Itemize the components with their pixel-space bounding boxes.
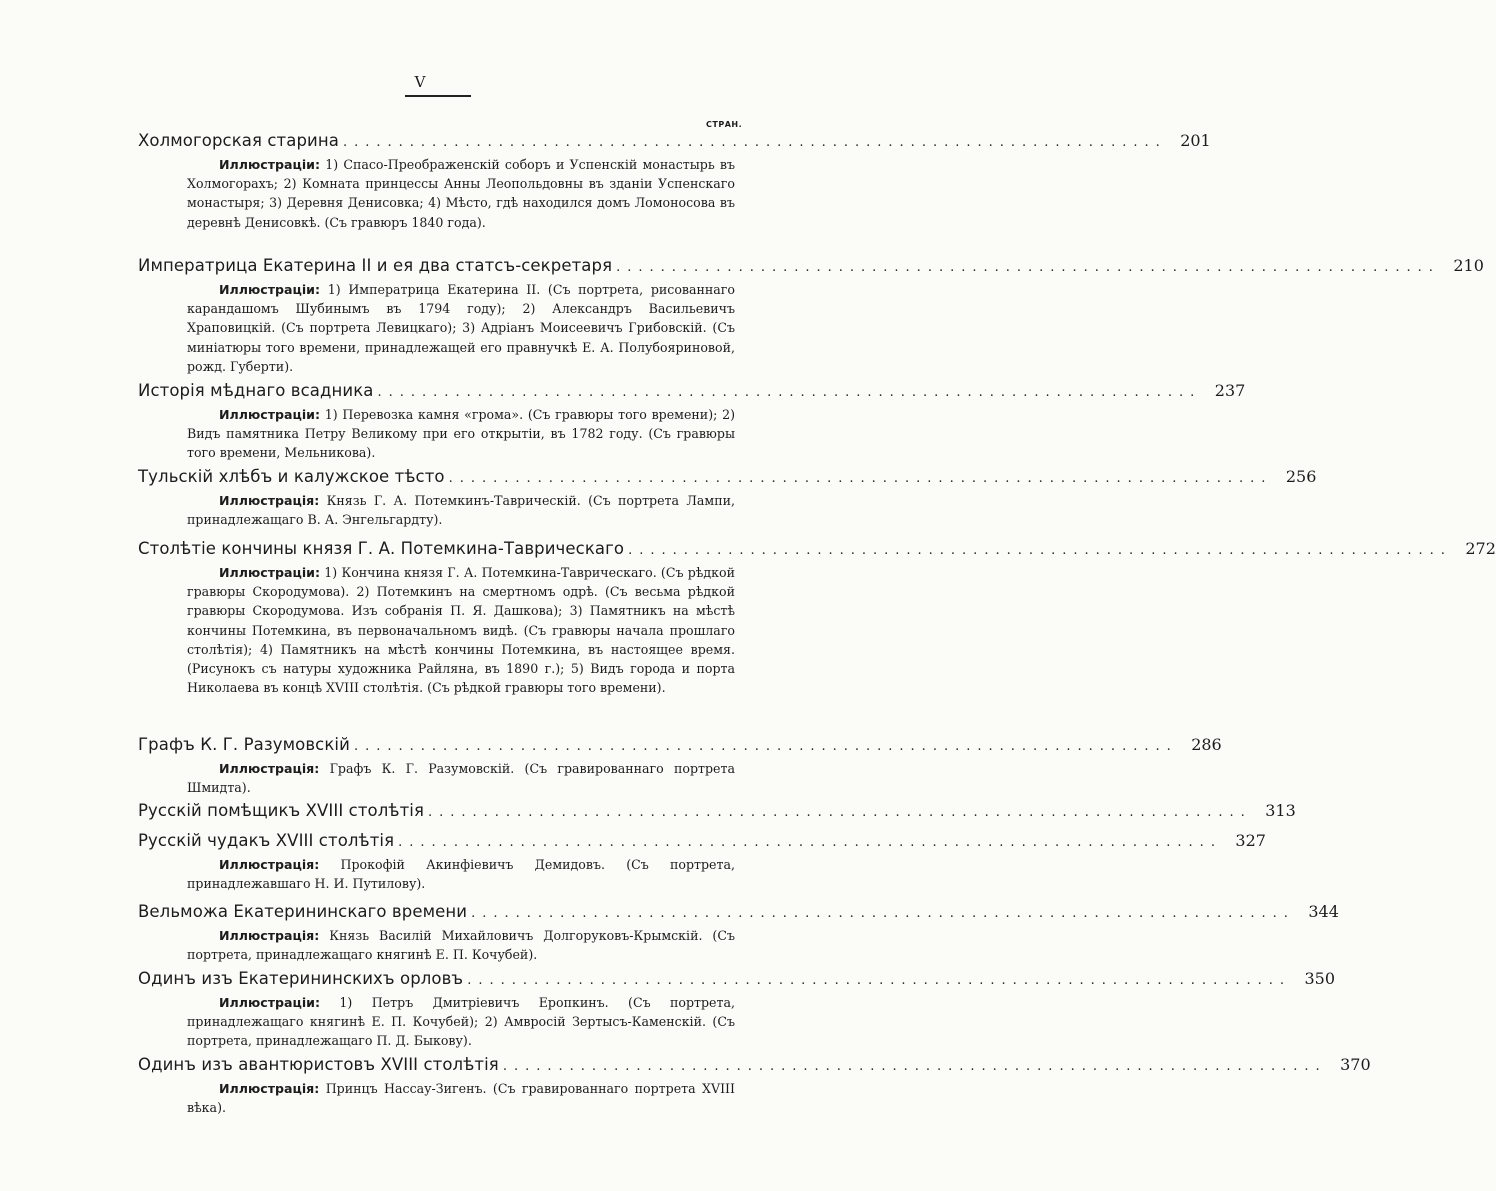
entry-description <box>187 926 735 964</box>
entry-title[interactable]: Императрица Екатерина II и ея два статсъ-секретаря <box>138 256 613 275</box>
entry-title[interactable]: Холмогорская старина <box>138 131 339 150</box>
illustrations-label: Иллюстраціи: <box>219 565 321 580</box>
entry-title[interactable]: Русскій помѣщикъ XVIII столѣтія <box>138 801 424 820</box>
illustrations-text: Князь Василій Михайловичъ Долгоруковъ-Крымскій. (Съ портрета, принадлежащаго княгинѣ Е. П. Кочубей). <box>187 928 735 963</box>
entry-description <box>187 280 735 376</box>
illustrations-label: Иллюстраціи: <box>219 995 321 1010</box>
illustrations-text: 1) Перевозка камня «грома». (Съ гравюры того времени); 2) Видъ памятника Петру Великому при его открытіи, въ 1782 году. (Съ гравюры того времени, Мельникова). <box>187 407 735 461</box>
entry-page[interactable]: 350 <box>1304 969 1335 988</box>
toc-entry[interactable] <box>138 902 1339 964</box>
dot-leader: .......................................................................... <box>502 1059 1327 1074</box>
toc-entry[interactable] <box>138 381 1246 463</box>
entry-title[interactable]: Одинъ изъ авантюристовъ XVIII столѣтія <box>138 1055 499 1074</box>
illustrations-text: 1) Императрица Екатерина II. (Съ портрета, рисованнаго карандашомъ Шубинымъ въ 1794 году); 2) Александръ Васильевичъ Храповицкій. (Съ портрета Левицкаго); 3) Адріанъ Моисеевичъ Грибовскій. (Съ миніатюры того времени, принадлежащей его правнучкѣ Е. А. Полубояриновой, рожд. Губерти). <box>187 282 735 374</box>
dot-leader: .......................................................................... <box>398 835 1222 850</box>
illustrations-text: Принцъ Нассау-Зигенъ. (Съ гравированнаго портрета XVIII вѣка). <box>187 1081 735 1116</box>
dot-leader: .......................................................................... <box>342 135 1167 150</box>
entry-page[interactable]: 201 <box>1180 131 1211 150</box>
illustrations-label: Иллюстрація: <box>219 928 320 943</box>
toc-entry[interactable] <box>138 735 1222 797</box>
illustrations-label: Иллюстраціи: <box>219 157 321 172</box>
entry-page[interactable]: 237 <box>1214 381 1246 400</box>
dot-leader: .......................................................................... <box>467 973 1291 988</box>
dot-leader: .......................................................................... <box>628 543 1452 558</box>
entry-page[interactable]: 256 <box>1285 467 1317 486</box>
entry-page[interactable]: 370 <box>1340 1055 1371 1074</box>
illustrations-label: Иллюстрація: <box>219 1081 320 1096</box>
entry-page[interactable]: 344 <box>1308 902 1339 921</box>
toc-entry[interactable] <box>138 467 1317 529</box>
dot-leader: .......................................................................... <box>616 260 1440 275</box>
entry-page[interactable]: 327 <box>1235 831 1266 850</box>
dot-leader: .......................................................................... <box>448 471 1273 486</box>
illustrations-label: Иллюстрація: <box>219 493 320 508</box>
entry-title[interactable]: Тульскій хлѣбъ и калужское тѣсто <box>138 467 445 486</box>
toc-entry[interactable] <box>138 131 1211 232</box>
toc-entry[interactable] <box>138 801 1296 824</box>
entry-description <box>187 1079 735 1117</box>
entry-description <box>187 855 735 893</box>
illustrations-text: Графъ К. Г. Разумовскій. (Съ гравированнаго портрета Шмидта). <box>187 761 735 796</box>
illustrations-text: Прокофій Акинфіевичъ Демидовъ. (Съ портрета, принадлежавшаго Н. И. Путилову). <box>187 857 735 892</box>
illustrations-text: 1) Кончина князя Г. А. Потемкина-Таврическаго. (Съ рѣдкой гравюры Скородумова). 2) Потемкинъ на смертномъ одрѣ. (Съ весьма рѣдкой гравюры Скородумова. Изъ собранія П. Я. Дашкова); 3) Памятникъ на мѣстѣ кончины Потемкина, въ первоначальномъ видѣ. (Съ гравюры начала прошлаго столѣтія); 4) Памятникъ на мѣстѣ кончины Потемкина, въ настоящее время. (Рисунокъ съ натуры художника Райляна, въ 1890 г.); 5) Видъ города и порта Николаева въ концѣ XVIII столѣтія. (Съ рѣдкой гравюры того времени). <box>187 565 735 696</box>
entry-title[interactable]: Столѣтіе кончины князя Г. А. Потемкина-Таврическаго <box>138 539 625 558</box>
dot-leader: .......................................................................... <box>428 805 1252 820</box>
page-number: V <box>414 73 426 91</box>
dot-leader: .......................................................................... <box>353 739 1178 754</box>
illustrations-text: 1) Петръ Дмитріевичъ Еропкинъ. (Съ портрета, принадлежащаго княгинѣ Е. П. Кочубей); 2) Амвросій Зертысъ-Каменскій. (Съ портрета, принадлежащаго П. Д. Быкову). <box>187 995 735 1049</box>
illustrations-text: 1) Спасо-Преображенскій соборъ и Успенскій монастырь въ Холмогорахъ; 2) Комната принцессы Анны Леопольдовны въ зданіи Успенскаго монастыря; 3) Деревня Денисовка; 4) Мѣсто, гдѣ находился домъ Ломоносова въ деревнѣ Денисовкѣ. (Съ гравюръ 1840 года). <box>187 157 735 230</box>
entry-description <box>187 155 735 232</box>
entry-title[interactable]: Исторія мѣднаго всадника <box>138 381 374 400</box>
entry-title[interactable]: Вельможа Екатерининскаго времени <box>138 902 468 921</box>
entry-page[interactable]: 272 <box>1465 539 1496 558</box>
pages-column-label: СТРАН. <box>706 120 743 129</box>
illustrations-label: Иллюстрація: <box>219 857 320 872</box>
illustrations-text: Князь Г. А. Потемкинъ-Таврическій. (Съ портрета Лампи, принадлежащаго В. А. Энгельгардту). <box>187 493 735 528</box>
entry-description <box>187 993 735 1051</box>
entry-page[interactable]: 210 <box>1453 256 1484 275</box>
illustrations-label: Иллюстраціи: <box>219 407 321 422</box>
entry-title[interactable]: Графъ К. Г. Разумовскій <box>138 735 350 754</box>
entry-title[interactable]: Русскій чудакъ XVIII столѣтія <box>138 831 395 850</box>
entry-description <box>187 759 735 797</box>
entry-description <box>187 563 735 697</box>
toc-entry[interactable] <box>138 831 1266 893</box>
entry-description <box>187 405 735 463</box>
toc-entry[interactable] <box>138 1055 1371 1117</box>
header-rule <box>405 95 471 97</box>
entry-description <box>187 491 735 529</box>
toc-entry[interactable] <box>138 539 1496 697</box>
entry-page[interactable]: 286 <box>1191 735 1222 754</box>
illustrations-label: Иллюстраціи: <box>219 282 321 297</box>
illustrations-label: Иллюстрація: <box>219 761 320 776</box>
toc-entry[interactable] <box>138 969 1335 1051</box>
entry-page[interactable]: 313 <box>1265 801 1296 820</box>
dot-leader: .......................................................................... <box>471 906 1295 921</box>
toc-entry[interactable] <box>138 256 1484 376</box>
dot-leader: .......................................................................... <box>377 385 1202 400</box>
entry-title[interactable]: Одинъ изъ Екатерининскихъ орловъ <box>138 969 464 988</box>
